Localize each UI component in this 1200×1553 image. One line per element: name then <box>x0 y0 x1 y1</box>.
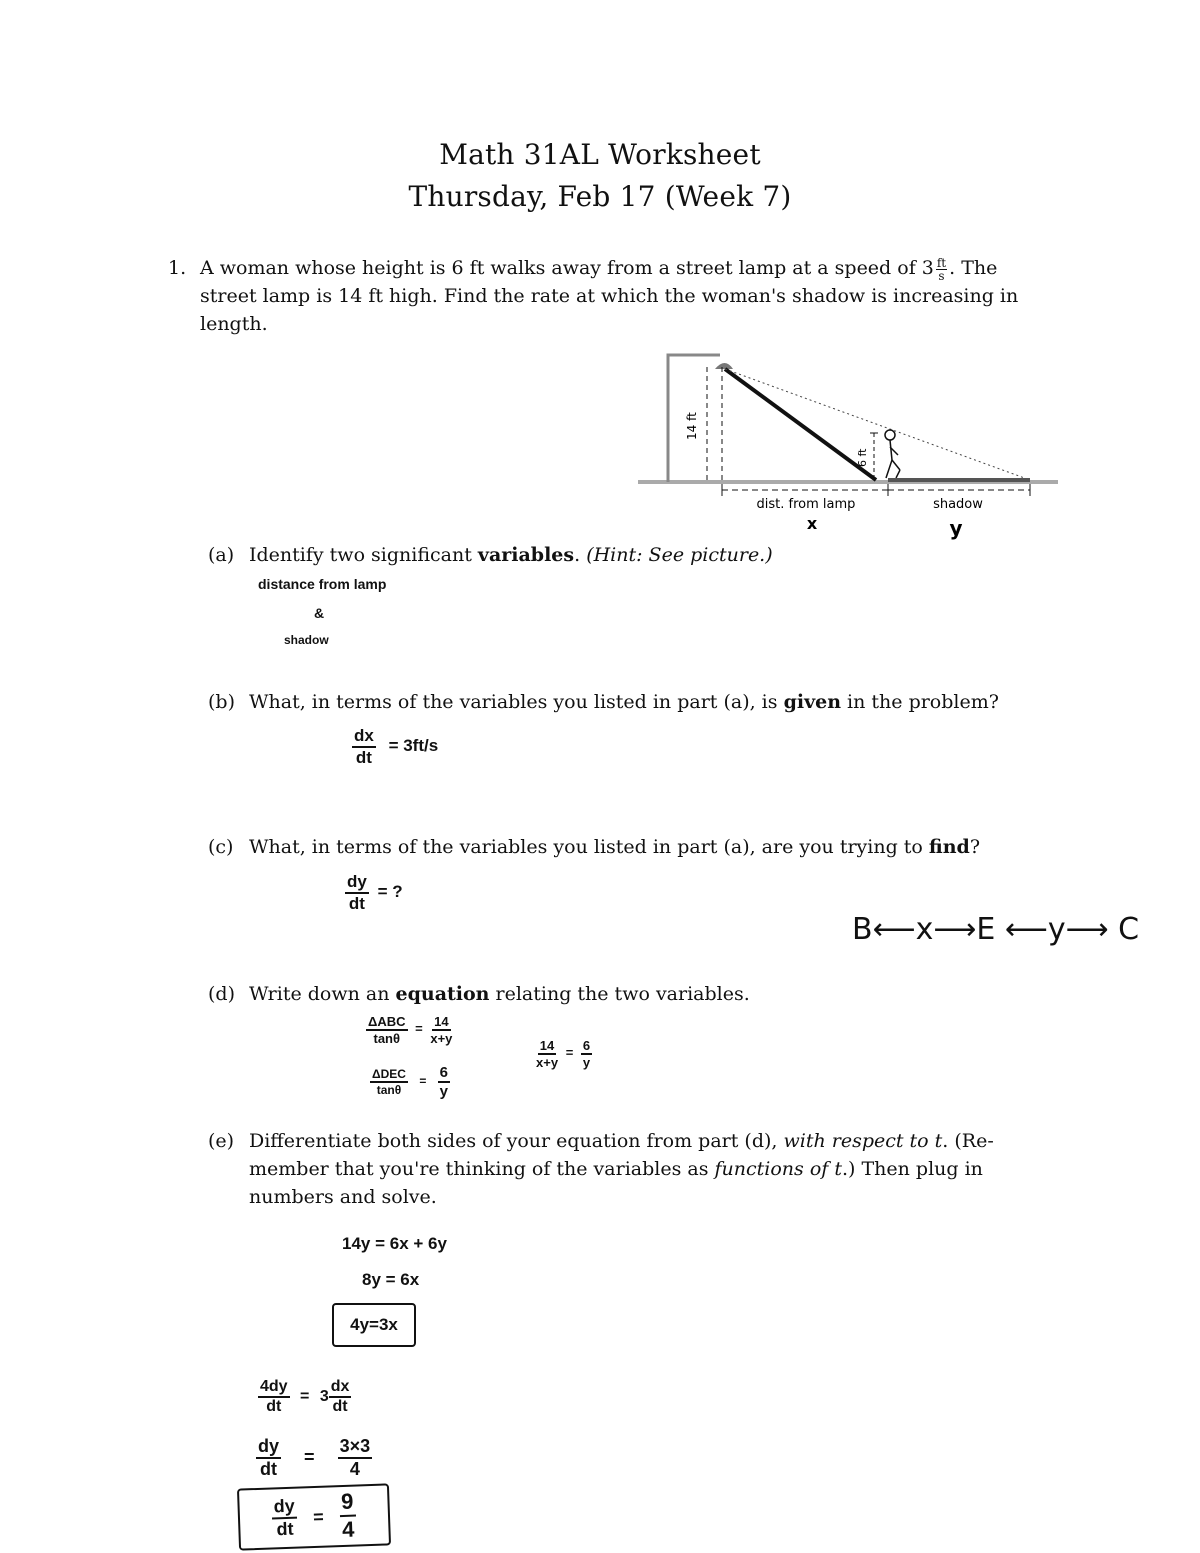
dist-label: dist. from lamp <box>756 497 856 512</box>
hw-step4: $\frac{4dy}{dt}$ = 3 $\frac{dx}{dt}$ <box>260 1378 350 1415</box>
problem-number: 1. <box>168 257 187 279</box>
hw-answer-d-eq2: $\frac{\text{ΔDEC}}{\tan\theta}$ = $\frac{6}{y}$ <box>372 1064 449 1100</box>
woman-height-label: 6 ft <box>856 448 869 467</box>
hw-answer-c: $\frac{dy}{dt}$ = ? <box>347 872 403 913</box>
lamp-height-label: 14 ft <box>685 412 699 440</box>
hw-answer-a-line1: distance from lamp <box>258 576 387 592</box>
hw-segment-diagram: B⟵x⟶E ⟵y⟶ C <box>852 912 1140 947</box>
part-a-question: Identify two significant variables. (Hint: See picture.) <box>249 544 773 566</box>
shadow-label: shadow <box>933 497 983 512</box>
part-c-question: What, in terms of the variables you listed in part (a), are you trying to find? <box>249 836 981 858</box>
part-d-label: (d) <box>208 983 235 1005</box>
woman-figure <box>885 430 895 440</box>
hw-x-label: x <box>806 514 818 533</box>
hw-y-label: y <box>949 516 963 540</box>
problem-statement: A woman whose height is 6 ft walks away from a street lamp at a speed of 3 $\frac{ft}{s}$ . The street lamp is 14 ft high. Find the rate at which the woman's shadow is increasing in length. <box>200 255 1019 335</box>
hw-step2: 8y = 6x <box>362 1270 420 1289</box>
speed-unit: $\frac{ft}{s}$ <box>936 255 947 283</box>
light-ray-dotted <box>725 369 1030 480</box>
hw-final-answer-boxed: $\frac{dy}{dt}$ = $\frac{9}{4}$ <box>237 1483 391 1550</box>
part-e-label: (e) <box>208 1130 235 1152</box>
part-a-label: (a) <box>208 544 235 566</box>
lamp-head <box>715 363 733 369</box>
part-b-question: What, in terms of the variables you listed in part (a), is given in the problem? <box>249 691 999 713</box>
hw-step3-boxed: 4y=3x <box>332 1303 416 1347</box>
light-ray-bold <box>725 369 876 480</box>
hw-answer-d-eq1: $\frac{\text{ΔABC}}{\tan\theta}$ = $\frac{14}{x+y}$ <box>368 1014 453 1046</box>
part-d-question: Write down an equation relating the two variables. <box>249 983 750 1005</box>
hw-step5: $\frac{dy}{dt}$ = $\frac{3\times 3}{4}$ <box>258 1436 371 1479</box>
hw-step1: 14y = 6x + 6y <box>342 1234 447 1253</box>
hw-answer-a-line3: shadow <box>284 633 329 647</box>
part-e-question: Differentiate both sides of your equation from part (d), with respect to t. (Re- member that you're thinking of the variables as functions of t.) Then plug in numbers and solve. <box>249 1130 994 1208</box>
part-c-label: (c) <box>208 836 234 858</box>
worksheet-title: Math 31AL Worksheet <box>439 138 761 171</box>
worksheet-date: Thursday, Feb 17 (Week 7) <box>408 180 792 213</box>
hw-answer-d-eq3: $\frac{14}{x+y}$ = $\frac{6}{y}$ <box>536 1038 591 1070</box>
lamp-figure <box>630 345 1070 545</box>
part-b-label: (b) <box>208 691 235 713</box>
hw-answer-b: $\frac{dx}{dt}$ = 3ft/s <box>354 726 439 767</box>
hw-answer-a-line2: & <box>314 605 325 621</box>
